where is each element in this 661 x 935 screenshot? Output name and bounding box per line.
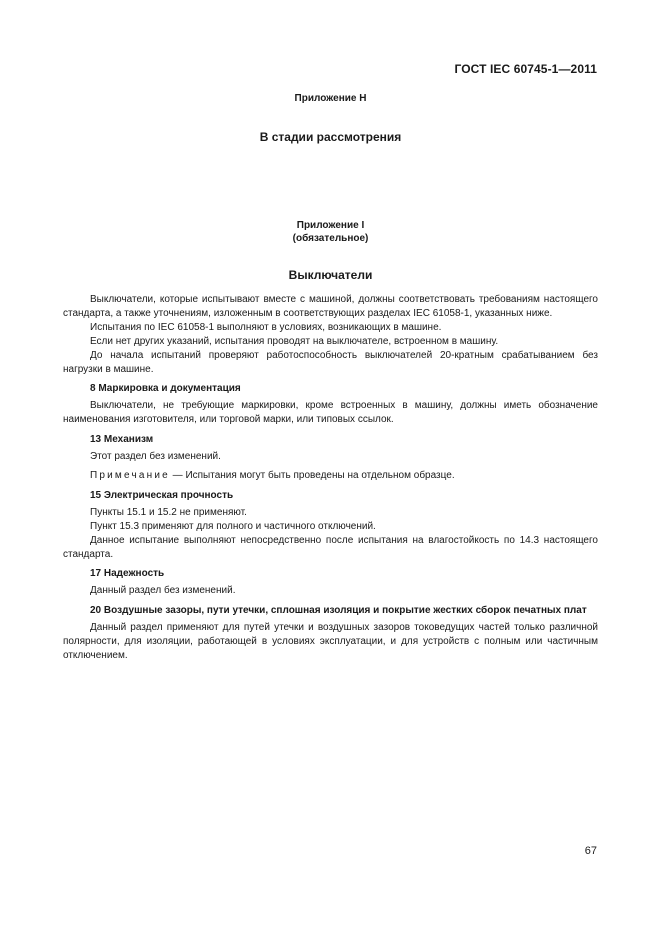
section-20-heading: 20 Воздушные зазоры, пути утечки, сплошная изоляция и покрытие жестких сборок печатных плат — [90, 605, 587, 617]
annex-h-status: В стадии рассмотрения — [259, 130, 402, 144]
note-label: Примечание — [90, 469, 170, 481]
section-15-p1: Пункты 15.1 и 15.2 не применяют. — [90, 506, 247, 518]
section-15-p2: Пункт 15.3 применяют для полного и частичного отключений. — [90, 520, 376, 532]
section-13-heading: 13 Механизм — [90, 434, 154, 446]
section-17-text: Данный раздел без изменений. — [90, 585, 236, 597]
annex-i-heading: Выключатели — [288, 268, 373, 282]
note-text: — Испытания могут быть проведены на отдельном образце. — [169, 469, 455, 481]
section-8-text: Выключатели, не требующие маркировки, кроме встроенных в машину, должны иметь обозначение наименования изготовителя, или торговой марки, или типовых ссылок. — [63, 400, 598, 426]
annex-i-kind: (обязательное) — [292, 233, 369, 244]
standard-designation: ГОСТ IEC 60745-1—2011 — [454, 62, 597, 76]
section-8-heading: 8 Маркировка и документация — [90, 383, 241, 395]
section-13-text: Этот раздел без изменений. — [90, 451, 221, 463]
intro-paragraph: Испытания по IEC 61058-1 выполняют в условиях, возникающих в машине. — [90, 321, 442, 333]
section-13-note — [63, 469, 598, 483]
intro-paragraph: До начала испытаний проверяют работоспособность выключателей 20-кратным срабатыванием без нагрузки в машине. — [63, 349, 598, 375]
intro-paragraph: Если нет других указаний, испытания проводят на выключателе, встроенном в машину. — [90, 335, 499, 347]
section-15-p3: Данное испытание выполняют непосредственно после испытания на влагостойкость по 14.3 настоящего стандарта. — [63, 534, 598, 560]
section-20-text: Данный раздел применяют для путей утечки и воздушных зазоров токоведущих частей только различной полярности, для изоляции, работающей в условиях эксплуатации, и для устройств с полным или частичным отключением. — [63, 622, 598, 661]
intro-paragraph: Выключатели, которые испытывают вместе с машиной, должны соответствовать требованиям настоящего стандарта, а также уточнениям, изложенным в соответствующих разделах IEC 61058-1, указанных ниже. — [63, 294, 598, 319]
section-17-heading: 17 Надежность — [90, 568, 165, 580]
section-15-heading: 15 Электрическая прочность — [90, 489, 234, 501]
annex-i-body — [63, 293, 598, 663]
annex-i-title: Приложение I — [296, 220, 365, 231]
annex-h-title: Приложение Н — [294, 93, 367, 104]
page-number: 67 — [584, 845, 597, 857]
annex-i-header — [0, 219, 661, 245]
